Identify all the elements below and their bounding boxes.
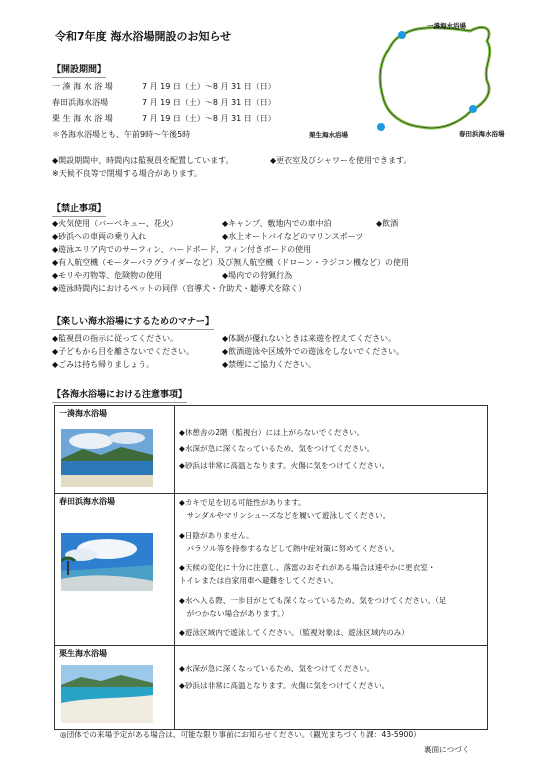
kurio-marker-icon (377, 123, 385, 131)
prohibited-item: ◆飲酒 (376, 219, 399, 228)
prohibited-item: ◆場内での狩猟行為 (222, 271, 293, 280)
prohibited-item: ◆遊泳時間内におけるペットの同伴（盲導犬・介助犬・聴導犬を除く） (52, 284, 307, 293)
note-item: トイレまたは自家用車へ避難をしてください。 (179, 576, 339, 586)
period-hours: ＊各海水浴場とも、午前9時～午後5時 (52, 130, 191, 139)
continue-note: 裏面につづく (424, 745, 470, 754)
prohibited-item: ◆火気使用（バーベキュー、花火） (52, 219, 178, 228)
period-note-weather: ※天候不良等で閉場する場合があります。 (52, 169, 203, 178)
note-item: ◆水深が急に深くなっているため、気をつけてください。 (179, 664, 375, 673)
note-item: ◆砂浜は非常に高温となります。火傷に気をつけてください。 (179, 460, 390, 470)
period-row-dates: 7 月 19 日（土）～8 月 31 日（日） (142, 98, 276, 107)
note-item: サンダルやマリンシューズなどを履いて遊泳してください。 (179, 511, 391, 521)
table-row (55, 494, 488, 646)
period-row-dates: 7 月 19 日（土）～8 月 31 日（日） (142, 114, 276, 123)
period-row-name: 一 湊 海 水 浴 場 (52, 82, 113, 91)
group-visit-note: ◎団体での来場予定がある場合は、可能な限り事前にお知らせください。（観光まちづくり課：43-5900） (60, 730, 421, 739)
island-map (309, 15, 535, 145)
prohibited-item: ◆水上オートバイなどのマリンスポーツ (222, 232, 364, 241)
haruta-beach-photo (61, 533, 153, 591)
cautions-table (54, 405, 488, 730)
note-item: ◆水深が急に深くなっているため、気をつけてください。 (179, 444, 375, 454)
manners-item: ◆禁煙にご協力ください。 (222, 360, 317, 369)
note-item: ◆カキで足を切る可能性があります。 (179, 498, 306, 507)
manners-item: ◆体調が優れないときは来遊を控えてください。 (222, 334, 397, 343)
prohibited-item: ◆砂浜への車両の乗り入れ (52, 232, 147, 241)
prohibited-item: ◆有人航空機（モーターパラグライダーなど）及び無人航空機（ドローン・ラジコン機など）の使用 (52, 258, 410, 267)
issou-marker-icon (398, 31, 406, 39)
beach-name-haruta: 春田浜海水浴場 (59, 497, 115, 506)
table-row (55, 406, 488, 494)
issou-beach-photo (61, 429, 153, 487)
period-row-dates: 7 月 19 日（土）～8 月 31 日（日） (142, 82, 276, 91)
note-item: ◆休憩舎の2階（監視台）には上がらないでください。 (179, 428, 365, 437)
period-heading: 【開設期間】 (52, 64, 106, 78)
period-note-shower: ◆更衣室及びシャワーを使用できます。 (270, 156, 412, 165)
note-item: ◆砂浜は非常に高温となります。火傷に気をつけてください。 (179, 681, 390, 691)
manners-item: ◆ごみは持ち帰りましょう。 (52, 360, 155, 369)
prohibited-item: ◆キャンプ、敷地内での車中泊 (222, 219, 332, 228)
prohibited-item: ◆遊泳エリア内でのサーフィン、ハードボード、フィン付きボードの使用 (52, 245, 312, 254)
note-item: ◆日陰がありません。 (179, 530, 254, 540)
prohibited-heading: 【禁止事項】 (52, 203, 106, 217)
period-row-name: 栗 生 海 水 浴 場 (52, 114, 113, 123)
note-item: ◆天候の変化に十分に注意し、落雷のおそれがある場合は速やかに更衣室・ (179, 563, 436, 572)
map-label-issou: 一湊海水浴場 (427, 22, 466, 30)
note-item: がつかない場合があります。） (179, 608, 289, 618)
manners-heading: 【楽しい海水浴場にするためのマナー】 (52, 316, 214, 330)
map-label-haruta: 春田浜海水浴場 (459, 130, 505, 138)
period-note-staff: ◆開設期間中、時間内は監視員を配置しています。 (52, 156, 234, 165)
note-item: ◆水へ入る際、一歩目がとても深くなっているため、気をつけてください。（足 (179, 595, 447, 605)
table-row (55, 646, 488, 730)
manners-item: ◆監視員の指示に従ってください。 (52, 334, 179, 343)
beach-name-issou: 一湊海水浴場 (59, 409, 107, 418)
manners-item: ◆飲酒遊泳や区域外での遊泳をしないでください。 (222, 347, 405, 356)
cautions-heading: 【各海水浴場における注意事項】 (52, 389, 187, 403)
period-row-name: 春田浜海水浴場 (52, 98, 108, 107)
page-title: 令和7年度 海水浴場開設のお知らせ (55, 30, 232, 43)
note-item: ◆遊泳区域内で遊泳してください。（監視対象は、遊泳区域内のみ） (179, 628, 409, 637)
manners-item: ◆子どもから目を離さないでください。 (52, 347, 195, 356)
haruta-marker-icon (469, 105, 477, 113)
kurio-beach-photo (61, 665, 153, 723)
island-outline-icon (375, 15, 535, 145)
note-item: パラソル等を持参するなどして熱中症対策に努めてください。 (179, 543, 400, 553)
map-label-kurio: 栗生海水浴場 (309, 131, 348, 139)
prohibited-item: ◆モリや刃物等、危険物の使用 (52, 271, 163, 280)
beach-name-kurio: 栗生海水浴場 (59, 649, 107, 658)
